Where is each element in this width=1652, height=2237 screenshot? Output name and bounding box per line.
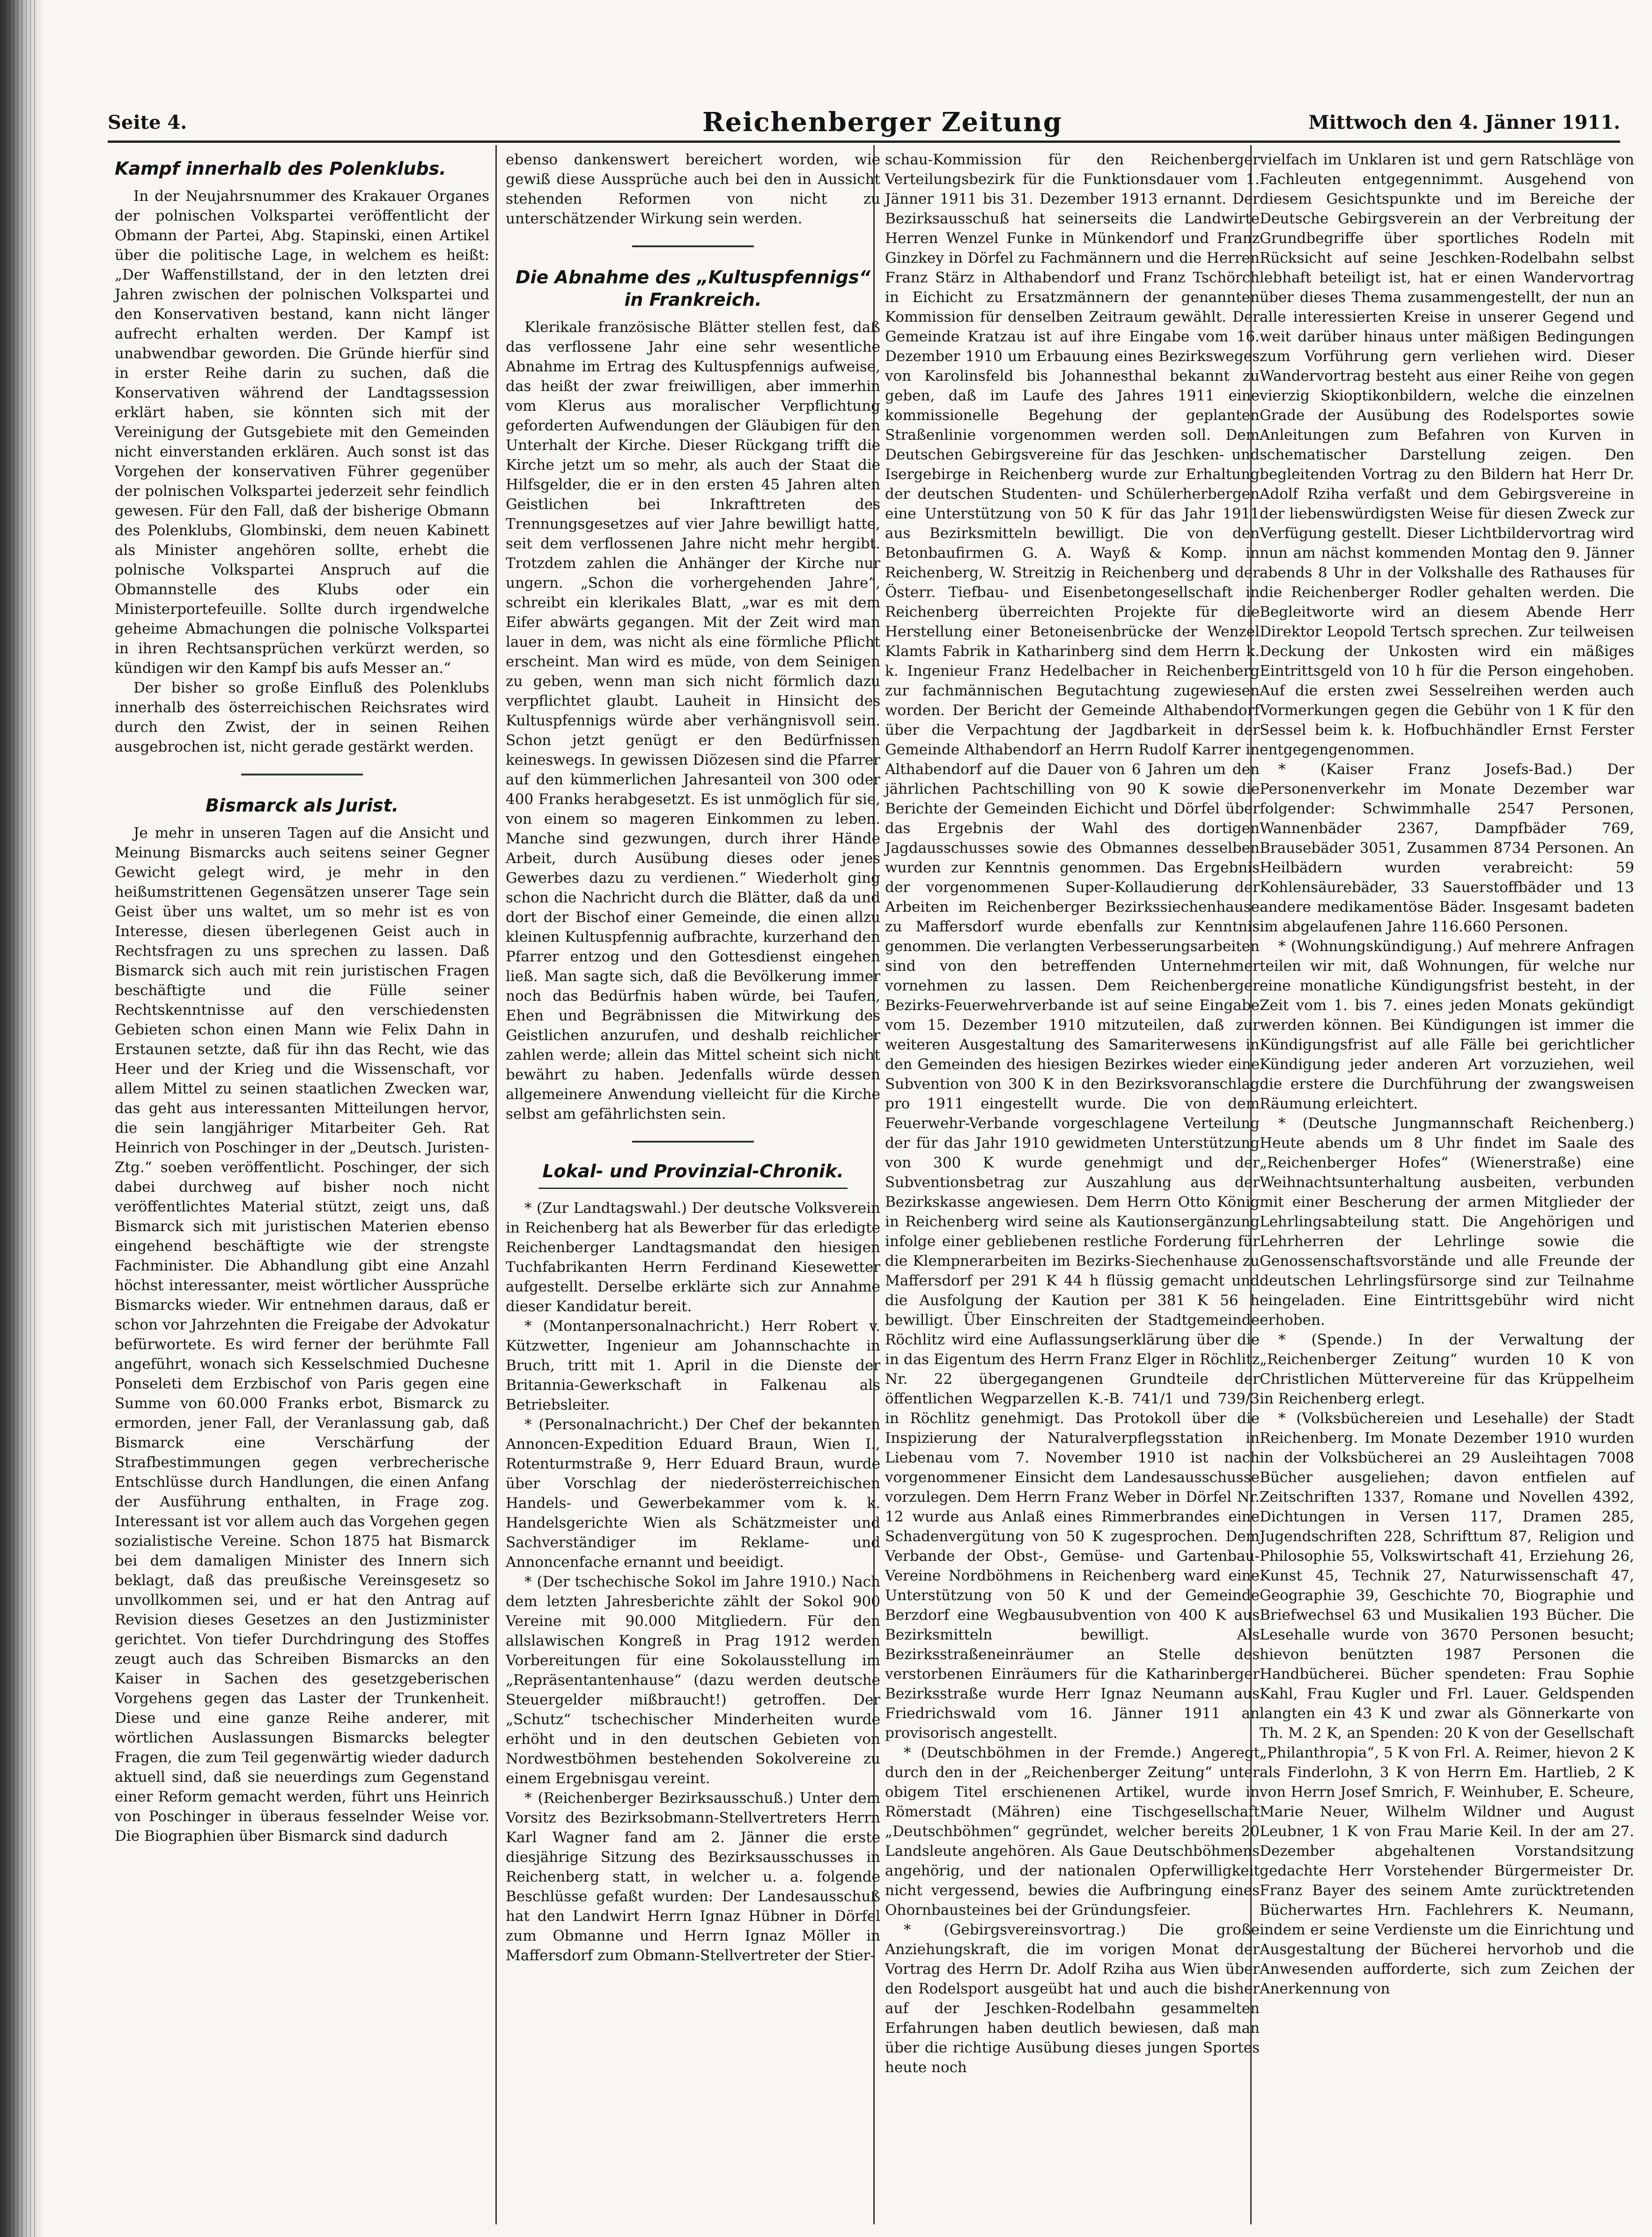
book-spine	[0, 0, 44, 2237]
page-number: Seite 4.	[108, 111, 187, 133]
article-title-kultuspfennig: Die Abnahme des „Kultuspfennigs“ in Frankreich.	[515, 267, 871, 310]
section-rule	[538, 1188, 848, 1189]
news-item-deutschboehmen: * (Deutschböhmen in der Fremde.) Angeregt durch den in der „Reichenberger Zeitung“ unter obigem Titel erschienenen Artikel, wurde in Römerstadt (Mähren) eine Tischgesellschaft „Deutschböhmen“ gegründet, welcher bereits 20 Landsleute angehören. Als Gaue Deutschböhmens angehörig, und der nationalen Opferwilligkeit nicht vergessend, bewies die Aufbringung eines Ohornbausteines bei der Gründungsfeier.	[885, 1744, 1260, 1919]
article-body-bismarck: Je mehr in unseren Tagen auf die Ansicht und Meinung Bismarcks auch seitens seiner Gegner Gewicht gelegt wird, je mehr in den heißumstrittenen Gegensätzen unserer Tage sein Geist über uns waltet, um so mehr ist es von Interesse, diesen überlegenen Geist auch in Rechtsfragen zu uns sprechen zu lassen. Daß Bismarck sich auch mit rein juristischen Fragen beschäftigte und die Fülle seiner Rechtskenntnisse auf den verschiedensten Gebieten schon einen Mann wie Felix Dahn in Erstaunen setzte, daß für ihn das Recht, wie das Heer und der Krieg und die Wissenschaft, vor allem Mittel zu seinen staatlichen Zwecken war, das geht aus interessanten Mitteilungen hervor, die sein langjähriger Mitarbeiter Geh. Rat Heinrich von Poschinger in der „Deutsch. Juristen-Ztg.“ soeben veröffentlicht. Poschinger, der sich dabei durchweg auf bisher noch nicht veröffentlichtes Material stützt, zeigt uns, daß Bismarck sich mit juristischen Materien ebenso eingehend beschäftigte wie der strengste Fachminister. Die Abhandlung gibt eine Anzahl höchst interessanter, meist wörtlicher Aussprüche Bismarcks wieder. Wir entnehmen daraus, daß er schon vor Jahrzehnten die Freigabe der Advokatur befürwortete. Es wird ferner der berühmte Fall angeführt, wonach sich Kesselschmied Duchesne Ponseleti dem Erzbischof von Paris gegen eine Summe von 60.000 Franks erbot, Bismarck zu ermorden, jener Fall, der Veranlassung gab, daß Bismarck eine Verschärfung der Strafbestimmungen gegen verbrecherische Entschlüsse durch Handlungen, die einen Anfang der Ausführung enthalten, in Frage zog. Interessant ist vor allem auch das Vorgehen gegen sozialistische Vereine. Schon 1875 hat Bismarck bei dem damaligen Minister des Innern sich beklagt, daß das preußische Vereinsgesetz so unvollkommen sei, und er hat den Antrag auf Revision dieses Gesetzes an den Justizminister gerichtet. Von tiefer Durchdringung des Stoffes zeugt auch das Schreiben Bismarcks an den Kaiser in Sachen des gesetzgeberischen Vorgehens gegen das Laster der Trunkenheit. Diese und eine ganze Reihe anderer, mit wörtlichen Auslassungen Bismarcks belegter Fragen, die zum Teil gegenwärtig wieder dadurch aktuell sind, daß sie neuerdings zum Gegenstand einer Reform gemacht werden, führt uns Heinrich von Poschinger in überaus fesselnder Weise vor. Die Biographien über Bismarck sind dadurch	[115, 825, 489, 1845]
news-item-jungmannschaft: * (Deutsche Jungmannschaft Reichenberg.) Heute abends um 8 Uhr findet im Saale des „Reichenberger Hofes“ (Wienerstraße) eine Weihnachtsunterhaltung ausbeiten, verbunden mit einer Bescherung der armen Mitglieder der Lehrlingsabteilung statt. Die Angehörigen und Lehrherren der Lehrlinge sowie die Genossenschaftsvorstände und alle Freunde der deutschen Lehrlingsfürsorge sind zur Teilnahme eingeladen. Eine Eintrittsgebühr wird nicht erhoben.	[1260, 1115, 1634, 1329]
article-title-polenklub: Kampf innerhalb des Polenklubs.	[115, 158, 446, 179]
news-item-landtagswahl: * (Zur Landtagswahl.) Der deutsche Volksverein in Reichenberg hat als Bewerber für das erledigte Reichenberger Landtagsmandat den hiesigen Tuchfabrikanten Herrn Ferdinand Kiesewetter aufgestellt. Derselbe erklärte sich zur Annahme dieser Kandidatur bereit.	[506, 1200, 880, 1315]
article-separator	[632, 1141, 754, 1143]
article-separator	[241, 774, 363, 775]
article-separator	[632, 245, 754, 247]
column-1	[115, 150, 489, 1846]
column-2	[506, 150, 880, 1965]
page-header	[108, 103, 1620, 140]
column-3	[885, 150, 1260, 2077]
news-item-gebirgsvereinsvortrag: * (Gebirgsvereinsvortrag.) Die große Anziehungskraft, die im vorigen Monat der Vortrag des Herrn Dr. Adolf Rziha aus Wien über den Rodelsport ausgeübt hat und auch die bisher auf der Jeschken-Rodelbahn gesammelten Erfahrungen haben deutlich bewiesen, daß man über die richtige Ausübung dieses jungen Sportes heute noch	[885, 1921, 1260, 2076]
article-title-bismarck: Bismarck als Jurist.	[205, 795, 399, 816]
article-body-polenklub-2: Der bisher so große Einfluß des Polenklubs innerhalb des österreichischen Reichsrates wird durch den Zwist, der in seinen Reihen ausgebrochen ist, nicht gerade gestärkt werden.	[115, 679, 489, 755]
news-item-bezirksausschuss-continued: schau-Kommission für den Reichenberger Verteilungsbezirk für die Funktionsdauer vom 1. Jänner 1911 bis 31. Dezember 1913 ernannt. Der Bezirksausschuß hat seinerseits die Landwirte Herren Wenzel Funke in Münkendorf und Franz Ginzkey in Dörfel zu Fachmännern und die Herren Franz Stärz in Althabendorf und Franz Tschörch in Eichicht zu Ersatzmännern der genannten Kommission für denselben Zeitraum gewählt. Der Gemeinde Kratzau ist auf ihre Eingabe vom 16. Dezember 1910 um Erbauung eines Bezirksweges von Karolinsfeld bis Johannesthal bekannt zu geben, daß im Laufe des Jahres 1911 eine kommissionelle Begehung der geplanten Straßenlinie vorgenommen werden soll. Dem Deutschen Gebirgsvereine für das Jeschken- und Isergebirge in Reichenberg wurde zur Erhaltung der deutschen Studenten- und Schülerherbergen eine Unterstützung von 50 K für das Jahr 1911 aus Bezirksmitteln bewilligt. Die von den Betonbaufirmen G. A. Wayß & Komp. in Reichenberg, W. Streitzig in Reichenberg und der Österr. Tiefbau- und Eisenbetongesellschaft in Reichenberg überreichten Projekte für die Herstellung einer Betoneisenbrücke der Wenzel Klamts Fabrik in Katharinberg sind dem Herrn k. k. Ingenieur Franz Hedelbacher in Reichenberg zur fachmännischen Begutachtung zugewiesen worden. Der Bericht der Gemeinde Althabendorf über die Verpachtung der Jagdbarkeit in der Gemeinde Althabendorf an Herrn Rudolf Karrer in Althabendorf auf die Dauer von 6 Jahren um den jährlichen Pachtschilling von 90 K sowie die Berichte der Gemeinden Eichicht und Dörfel über das Ergebnis der Wahl des dortigen Jagdausschusses sowie des Obmannes desselben wurden zur Kenntnis genommen. Das Ergebnis der vorgenommenen Super-Kollaudierung der Arbeiten im Reichenberger Bezirkssiechenhause zu Maffersdorf wurde ebenfalls zur Kenntnis genommen. Die verlangten Verbesserungsarbeiten sind von den betreffenden Unternehmer vornehmen zu lassen. Dem Reichenberger Bezirks-Feuerwehrverbande ist auf seine Eingabe vom 15. Dezember 1910 mitzuteilen, daß zur weiteren Ausgestaltung des Samariterwesens in den Gemeinden des hiesigen Bezirkes wieder eine Subvention von 300 K in den Bezirksvoranschlag pro 1911 eingestellt wurde. Die von dem Feuerwehr-Verbande vorgeschlagene Verteilung der für das Jahr 1910 gewidmeten Unterstützung von 300 K wurde genehmigt und der Subventionsbetrag zur Auszahlung aus der Bezirkskasse angewiesen. Dem Herrn Otto König in Reichenberg wird seine als Kautionsergänzung infolge einer gebliebenen restliche Forderung für die Klempnerarbeiten im Bezirks-Siechenhause zu Maffersdorf per 291 K 44 h flüssig gemacht und die Ausfolgung der Kaution per 381 K 56 h bewilligt. Über Einschreiten der Stadtgemeinde Röchlitz wird eine Auflassungserklärung über die in das Eigentum des Herrn Franz Elger in Röchlitz Nr. 22 übergegangenen Grundteile der öffentlichen Wegparzellen K.-B. 741/1 und 739/3 in Röchlitz genehmigt. Das Protokoll über die Inspizierung der Naturalverpflegsstation in Liebenau vom 7. November 1910 ist nach vorgenommener Einsicht dem Landesausschusse vorzulegen. Dem Herrn Franz Weber in Dörfel Nr. 12 wurde aus Anlaß eines Rimmerbrandes eine Schadenvergütung von 50 K zugesprochen. Dem Verbande der Obst-, Gemüse- und Gartenbau-Vereine Nordböhmens in Reichenberg ward eine Unterstützung von 50 K und der Gemeinde Berzdorf eine Wegbausubvention von 400 K aus Bezirksmitteln bewilligt. Als Bezirksstraßeneinräumer an Stelle des verstorbenen Einräumers für die Katharinberger Bezirksstraße wurde Herr Ignaz Neumann aus Friedrichswald vom 16. Jänner 1911 an provisorisch angestellt.	[885, 151, 1260, 1742]
section-title-chronik: Lokal- und Provinzial-Chronik.	[542, 1161, 844, 1181]
spine-page-edges	[5, 0, 37, 2237]
newspaper-title: Reichenberger Zeitung	[702, 107, 1062, 138]
article-continuation-bismarck: ebenso dankenswert bereichert worden, wie gewiß diese Aussprüche auch bei den in Aussicht stehenden Reformen von nicht zu unterschätzender Wirkung sein werden.	[506, 151, 880, 227]
column-4	[1260, 150, 1634, 1999]
news-item-sokol: * (Der tschechische Sokol im Jahre 1910.) Nach dem letzten Jahresberichte zählt der Sokol 900 Vereine mit 90.000 Mitgliedern. Für den allslawischen Kongreß in Prag 1912 werden Vorbereitungen für eine Sokolausstellung im „Repräsentantenhause“ (dazu werden deutsche Steuergelder mißbraucht!) getroffen. Der „Schutz“ tschechischer Minderheiten wurde erhöht und in den deutschen Gebieten von Nordwestböhmen bestehenden Sokolvereine zu einem Ergebnisgau vereint.	[506, 1573, 880, 1787]
news-item-personalnachricht: * (Personalnachricht.) Der Chef der bekannten Annoncen-Expedition Eduard Braun, Wien I., Rotenturmstraße 9, Herr Eduard Braun, wurde über Vorschlag der niederösterreichischen Handels- und Gewerbekammer vom k. k. Handelsgerichte Wien als Schätzmeister und Sachverständiger im Reklame- und Annoncenfache ernannt und beeidigt.	[506, 1416, 880, 1571]
news-item-bezirksausschuss: * (Reichenberger Bezirksausschuß.) Unter dem Vorsitz des Bezirksobmann-Stellvertreters Herrn Karl Wagner fand am 2. Jänner die erste diesjährige Sitzung des Bezirksausschusses in Reichenberg statt, in welcher u. a. folgende Beschlüsse gefaßt wurden: Der Landesausschuß hat den Landwirt Herrn Ignaz Hübner in Dörfel zum Obmanne und Herrn Ignaz Möller in Maffersdorf zum Obmann-Stellvertreter der Stier-	[506, 1790, 880, 1964]
header-rule	[108, 140, 1620, 143]
news-item-kaiser-franz-josefs-bad: * (Kaiser Franz Josefs-Bad.) Der Personenverkehr im Monate Dezember war folgender: Schwimmhalle 2547 Personen, Wannenbäder 2367, Dampfbäder 769, Brausebäder 3051, Zusammen 8734 Personen. An Heilbädern wurden verabreicht: 59 Kohlensäurebäder, 33 Sauerstoffbäder und 13 andere medikamentöse Bäder. Insgesamt badeten im abgelaufenen Jahre 116.660 Personen.	[1260, 761, 1634, 935]
news-item-montanpersonal: * (Montanpersonalnachricht.) Herr Robert v. Kützwetter, Ingenieur am Johannschachte in Bruch, tritt mit 1. April in die Dienste der Britannia-Gewerkschaft in Falkenau als Betriebsleiter.	[506, 1318, 880, 1413]
news-item-volksbuechereien: * (Volksbüchereien und Lesehalle) der Stadt Reichenberg. Im Monate Dezember 1910 wurden in der Volksbücherei an 29 Ausleihtagen 7008 Bücher ausgeliehen; davon entfielen auf Zeitschriften 1337, Romane und Novellen 4392, Dichtungen in Versen 117, Dramen 285, Jugendschriften 228, Schrifttum 87, Religion und Philosophie 55, Volkswirtschaft 41, Erziehung 26, Kunst 45, Technik 27, Naturwissenschaft 47, Geographie 39, Geschichte 70, Biographie und Briefwechsel 63 und Musikalien 193 Bücher. Die Lesehalle wurde von 3670 Personen besucht; hievon benützten 1987 Personen die Handbücherei. Bücher spendeten: Frau Sophie Kahl, Frau Kugler und Frl. Lauer. Geldspenden langten ein 43 K und zwar als Gönnerkarte von Th. M. 2 K, an Spenden: 20 K von der Gesellschaft „Philanthropia“, 5 K von Frl. A. Reimer, hievon 2 K als Finderlohn, 3 K von Herrn Em. Hartlieb, 2 K von Herrn Josef Smrich, F. Weinhuber, E. Scheure, Marie Neuer, Wilhelm Wildner und August Leubner, 1 K von Frau Marie Keil. In der am 27. Dezember abgehaltenen Vorstandsitzung gedachte Herr Vorstehender Bürgermeister Dr. Franz Bayer des seinem Amte zurücktretenden Bücherwartes Hrn. Fachlehrers K. Neumann, indem er seine Verdienste um die Einrichtung und Ausgestaltung der Bücherei hervorhob und die Anwesenden aufforderte, sich zum Zeichen der Anerkennung von	[1260, 1410, 1634, 1997]
news-item-spende: * (Spende.) In der Verwaltung der „Reichenberger Zeitung“ wurden 10 K von Christlichen Müttervereine für das Krüppelheim in Reichenberg erlegt.	[1260, 1331, 1634, 1407]
article-body-polenklub-1: In der Neujahrsnummer des Krakauer Organes der polnischen Volkspartei veröffentlicht der Obmann der Partei, Abg. Stapinski, einen Artikel über die politische Lage, in welchem es heißt: „Der Waffenstillstand, der in den letzten drei Jahren zwischen der polnischen Volkspartei und den Konservativen bestand, kann nicht länger aufrecht erhalten werden. Der Kampf ist unabwendbar geworden. Die Gründe hierfür sind in erster Reihe darin zu suchen, daß die Konservativen während der Landtagssession erklärt haben, sie könnten sich mit der Vereinigung der Gutsgebiete mit den Gemeinden nicht einverstanden erklären. Auch sonst ist das Vorgehen der konservativen Führer gegenüber der polnischen Volkspartei jederzeit sehr feindlich gewesen. Für den Fall, daß der bisherige Obmann des Polenklubs, Glombinski, dem neuen Kabinett als Minister angehören sollte, erhebt die polnische Volkspartei Anspruch auf die Obmannstelle des Klubs oder ein Ministerportefeuille. Sollte durch irgendwelche geheime Abmachungen die polnische Volkspartei in ihren Rechtsansprüchen verkürzt werden, so kündigen wir den Kampf bis aufs Messer an.“	[115, 188, 489, 677]
column-divider-1	[495, 145, 497, 2224]
news-item-gebirgsvereinsvortrag-continued: vielfach im Unklaren ist und gern Ratschläge von Fachleuten entgegennimmt. Ausgehend von diesem Gesichtspunkte und im Bereiche der Deutsche Gebirgsverein an der Verbreitung der Grundbegriffe über sportliches Rodeln mit Rücksicht auf seine Jeschken-Rodelbahn selbst lebhaft beteiligt ist, hat er einen Wandervortrag über dieses Thema zusammengestellt, der nun an alle interessierten Kreise in unserer Gegend und weit darüber hinaus unter mäßigen Bedingungen zum Vorführung gern verliehen wird. Dieser Wandervortrag besteht aus einer Reihe von gegen vierzig Skioptikonbildern, welche die einzelnen Grade der Ausübung des Rodelsportes sowie Anleitungen zum Befahren von Kurven in schematischer Darstellung zeigen. Den begleitenden Vortrag zu den Bildern hat Herr Dr. Adolf Rziha verfaßt und dem Gebirgsvereine in der liebenswürdigsten Weise für diesen Zweck zur Verfügung gestellt. Dieser Lichtbildervortrag wird nun am nächst kommenden Montag den 9. Jänner abends 8 Uhr in der Volkshalle des Rathauses für die Reichenberger Rodler gehalten werden. Die Begleitworte wird an diesem Abende Herr Direktor Leopold Tertsch sprechen. Zur teilweisen Deckung der Unkosten wird ein mäßiges Eintrittsgeld von 10 h für die Person eingehoben. Auf die ersten zwei Sesselreihen werden auch Vormerkungen gegen die Gebühr von 1 K für den Sessel beim k. k. Hofbuchhändler Ernst Ferster entgegengenommen.	[1260, 151, 1634, 758]
issue-date: Mittwoch den 4. Jänner 1911.	[1308, 111, 1620, 133]
article-body-kultuspfennig: Klerikale französische Blätter stellen fest, daß das verflossene Jahr eine sehr wesentliche Abnahme im Ertrag des Kultuspfennigs aufweise, das heißt der zwar freiwilligen, aber immerhin vom Klerus aus moralischer Verpflichtung geforderten Aufwendungen der Gläubigen für den Unterhalt der Kirche. Dieser Rückgang trifft die Kirche jetzt um so mehr, als auch der Staat die Hilfsgelder, die er in den ersten 45 Jahren alten Geistlichen bei Inkrafttreten des Trennungsgesetzes auf vier Jahre bewilligt hatte, seit dem verflossenen Jahre nicht mehr hergibt. Trotzdem zahlen die Anhänger der Kirche nur ungern. „Schon die vorhergehenden Jahre“, schreibt ein klerikales Blatt, „war es mit dem Eifer abwärts gegangen. Mit der Zeit wird man lauer in dem, was nicht als eine förmliche Pflicht erscheint. Man wird es müde, von dem Seinigen zu geben, wenn man sich nicht förmlich dazu verpflichtet glaubt. Lauheit in Hinsicht des Kultuspfennigs würde aber verhängnisvoll sein. Schon jetzt genügt er den Bedürfnissen keineswegs. In gewissen Diözesen sind die Pfarrer auf den kümmerlichen Jahresanteil von 300 oder 400 Franks herabgesetzt. Es ist unmöglich für sie, von einem so mageren Einkommen zu leben. Manche sind gezwungen, durch ihrer Hände Arbeit, durch Ausübung dieses oder jenes Gewerbes dazu zu verdienen.“ Wiederholt ging schon die Nachricht durch die Blätter, daß da und dort der Bischof einer Gemeinde, die einen allzu kleinen Kultuspfennig aufbrachte, kurzerhand den Pfarrer entzog und den Gottesdienst eingehen ließ. Man sagte sich, daß die Bevölkerung immer noch das Bedürfnis haben würde, bei Taufen, Ehen und Begräbnissen die Mitwirkung des Geistlichen anzurufen, und deshalb reichlicher zahlen werde; allein das Mittel scheint sich nicht bewährt zu haben. Jedenfalls würde dessen allgemeinere Anwendung vielleicht für die Kirche selbst am gefährlichsten sein.	[506, 319, 880, 1122]
news-item-wohnungskuendigung: * (Wohnungskündigung.) Auf mehrere Anfragen teilen wir mit, daß Wohnungen, für welche nur eine monatliche Kündigungsfrist besteht, in der Zeit vom 1. bis 7. eines jeden Monats gekündigt werden können. Bei Kündigungen ist immer die Kündigungsfrist auf alle Fälle bei gerichtlicher Kündigung jeder anderen Art vorzuziehen, weil die erstere die Durchführung der zwangsweisen Räumung erleichtert.	[1260, 938, 1634, 1112]
